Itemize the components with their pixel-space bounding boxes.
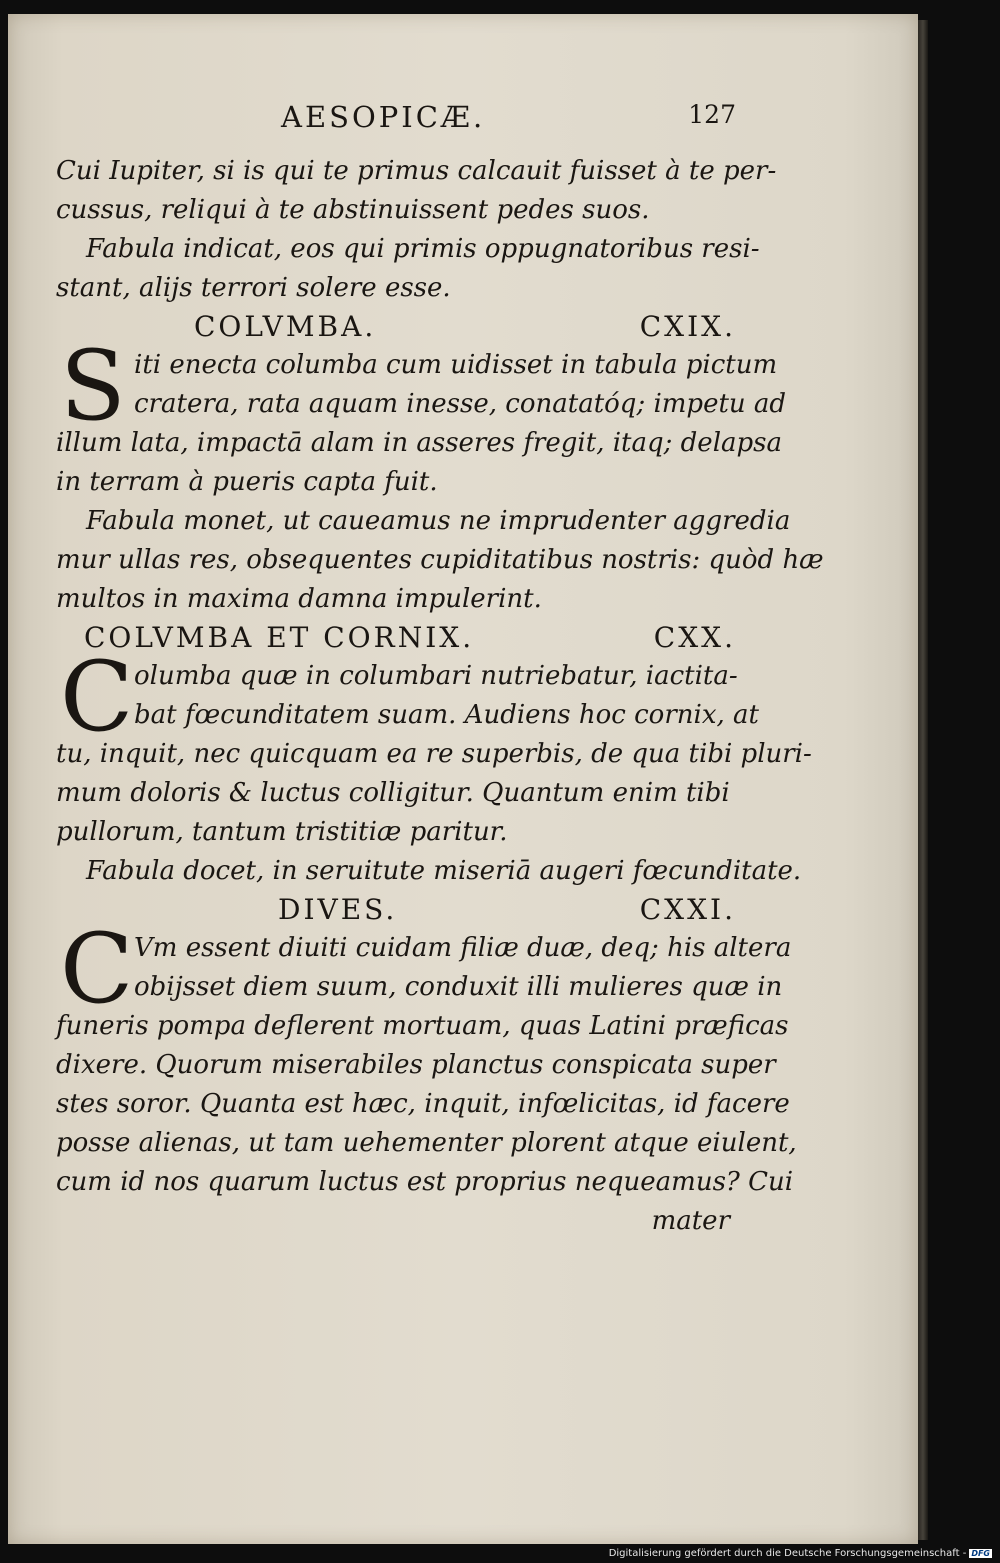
drop-cap: C bbox=[60, 641, 134, 753]
page-text bbox=[56, 152, 824, 1241]
moral-line: Fabula monet, ut caueamus ne imprudenter aggredia bbox=[86, 506, 791, 536]
text-line: in terram à pueris capta fuit. bbox=[56, 467, 438, 497]
moral-line: stant, alijs terrori solere esse. bbox=[56, 273, 451, 303]
digitization-credit bbox=[0, 1548, 992, 1559]
text-line: Vm essent diuiti cuidam filiæ duæ, deq; his altera bbox=[134, 933, 792, 963]
text-line: iti enecta columba cum uidisset in tabula pictum bbox=[134, 350, 778, 380]
text-line: tu, inquit, nec quicquam ea re superbis, de qua tibi pluri- bbox=[56, 739, 812, 769]
text-line: cratera, rata aquam inesse, conatatóq; impetu ad bbox=[134, 389, 787, 419]
drop-cap: S bbox=[60, 330, 126, 442]
moral-line: Fabula docet, in seruitute miseriā augeri fœcunditate. bbox=[86, 856, 802, 886]
text-line: dixere. Quorum miserabiles planctus conspicata super bbox=[56, 1050, 776, 1080]
fable-text bbox=[56, 330, 787, 502]
book-page bbox=[8, 14, 918, 1544]
text-line: olumba quæ in columbari nutriebatur, iactita- bbox=[134, 661, 738, 691]
text-line: posse alienas, ut tam uehementer plorent atque eiulent, bbox=[56, 1128, 797, 1158]
text-line: funeris pompa deflerent mortuam, quas Latini præficas bbox=[56, 1011, 789, 1041]
fable-title: DIVES. bbox=[278, 893, 398, 926]
text-line: mum doloris & luctus colligitur. Quantum enim tibi bbox=[56, 778, 730, 808]
running-head: AESOPICÆ. bbox=[281, 100, 486, 134]
page-edge bbox=[918, 20, 928, 1540]
fable-heading bbox=[56, 308, 736, 346]
text-line: cum id nos quarum luctus est proprius nequeamus? Cui bbox=[56, 1167, 794, 1197]
page-header bbox=[56, 100, 736, 140]
fable-heading bbox=[56, 891, 736, 929]
fable-number: CXIX. bbox=[639, 310, 736, 343]
moral-line: mur ullas res, obsequentes cupiditatibus nostris: quòd hæ bbox=[56, 545, 824, 575]
page-number: 127 bbox=[688, 100, 736, 129]
text-line: obijsset diem suum, conduxit illi mulieres quæ in bbox=[134, 972, 783, 1002]
text-line: cussus, reliqui à te abstinuissent pedes suos. bbox=[56, 195, 650, 225]
credit-text: Digitalisierung gefördert durch die Deutsche Forschungsgemeinschaft - bbox=[608, 1548, 967, 1559]
drop-cap: C bbox=[60, 913, 134, 1025]
fable-title: COLVMBA ET CORNIX. bbox=[84, 621, 475, 654]
text-line: bat fœcunditatem suam. Audiens hoc cornix, at bbox=[134, 700, 759, 730]
text-line: Cui Iupiter, si is qui te primus calcauit fuisset à te per- bbox=[56, 156, 777, 186]
fable-heading bbox=[56, 619, 736, 657]
fable-number: CXXI. bbox=[639, 893, 736, 926]
fable-text bbox=[56, 913, 797, 1241]
text-line: illum lata, impactā alam in asseres fregit, itaq; delapsa bbox=[56, 428, 782, 458]
fable-title: COLVMBA. bbox=[194, 310, 377, 343]
fable-text bbox=[56, 641, 812, 852]
text-line: stes soror. Quanta est hæc, inquit, infœlicitas, id facere bbox=[56, 1089, 790, 1119]
fable-number: CXX. bbox=[653, 621, 736, 654]
moral-line: multos in maxima damna impulerint. bbox=[56, 584, 542, 614]
moral-line: Fabula indicat, eos qui primis oppugnatoribus resi- bbox=[86, 234, 760, 264]
text-line: pullorum, tantum tristitiæ paritur. bbox=[56, 817, 508, 847]
dfg-logo-icon: DFG bbox=[971, 1549, 990, 1558]
catchword: mater bbox=[651, 1206, 730, 1236]
